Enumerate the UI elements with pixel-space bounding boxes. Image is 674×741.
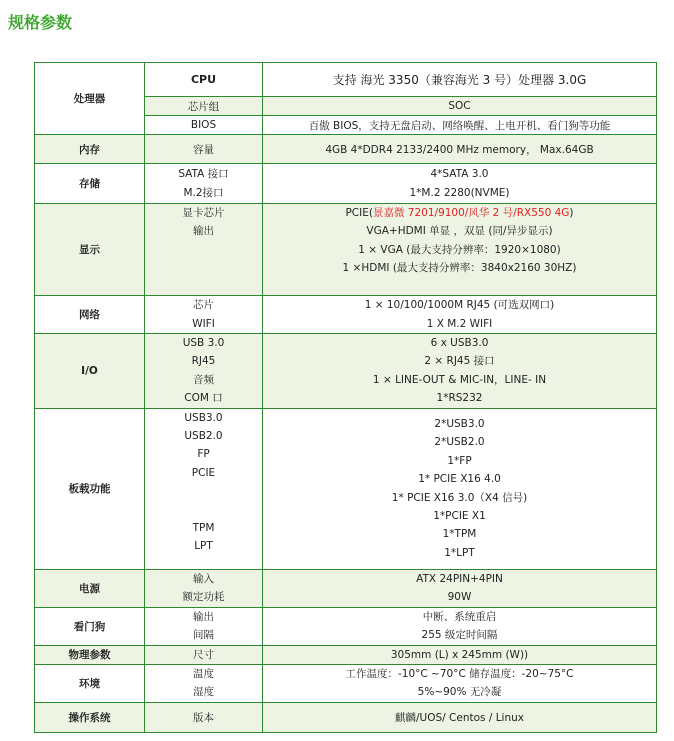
bios-label: BIOS — [145, 116, 263, 135]
display-output: 1 ×HDMI (最大支持分辨率：3840x2160 30HZ) — [342, 262, 577, 275]
page-title: 规格参数 — [8, 13, 73, 32]
storage-value: 1*M.2 2280(NVME) — [409, 186, 510, 199]
onboard-value: 2*USB3.0 — [434, 418, 485, 430]
network-value: 1 × 10/100/1000M RJ45 (可选双网口) — [364, 299, 555, 312]
io-label: RJ45 — [191, 355, 216, 368]
onboard-label: PCIE — [191, 466, 216, 479]
spec-table — [34, 62, 657, 733]
network-value: 1 X M.2 WIFI — [426, 317, 493, 330]
memory-value: 4GB 4*DDR4 2133/2400 MHz memory， Max.64GB — [263, 135, 657, 164]
io-value: 2 × RJ45 接口 — [424, 355, 495, 368]
storage-label: SATA 接口 — [178, 168, 229, 181]
category-watchdog: 看门狗 — [35, 607, 145, 645]
table-row — [35, 569, 657, 607]
power-label: 额定功耗 — [182, 591, 225, 604]
network-label: 芯片 — [193, 299, 214, 312]
cpu-label: CPU — [145, 63, 263, 97]
onboard-label: USB3.0 — [184, 411, 223, 424]
onboard-value: 1* PCIE X16 3.0（X4 信号) — [391, 491, 528, 504]
power-value: ATX 24PIN+4PIN — [416, 572, 503, 585]
category-storage: 存储 — [35, 164, 145, 204]
table-row — [35, 607, 657, 645]
physical-label: 尺寸 — [145, 645, 263, 664]
environment-value: 工作温度：-10°C ~70°C 储存温度：-20~75°C — [345, 667, 574, 680]
power-label: 输入 — [193, 572, 214, 585]
onboard-label: USB2.0 — [184, 429, 223, 442]
onboard-value: 1*LPT — [444, 546, 475, 559]
display-label: 显卡芯片 — [182, 207, 225, 219]
gpu-value: PCIE(景嘉微 7201/9100/风华 2 号/RX550 4G) — [345, 207, 574, 219]
table-row — [35, 645, 657, 664]
display-output: VGA+HDMI 单显 ，双显 (同/异步显示) — [366, 225, 553, 238]
table-row — [35, 63, 657, 97]
onboard-value: 1*PCIE X1 — [433, 509, 486, 522]
onboard-value: 2*USB2.0 — [434, 436, 485, 449]
onboard-value: 1* PCIE X16 4.0 — [418, 473, 501, 486]
category-os: 操作系统 — [35, 702, 145, 732]
cpu-value: 支持 海光 3350（兼容海光 3 号）处理器 3.0G — [263, 63, 657, 97]
io-value: 6 x USB3.0 — [430, 337, 489, 349]
table-row — [35, 204, 657, 296]
category-memory: 内存 — [35, 135, 145, 164]
watchdog-label: 间隔 — [193, 629, 214, 642]
display-label: 输出 — [193, 225, 214, 238]
category-processor: 处理器 — [35, 63, 145, 135]
chipset-value: SOC — [263, 97, 657, 116]
category-power: 电源 — [35, 569, 145, 607]
onboard-label: LPT — [194, 540, 213, 553]
gpu-chips: 景嘉微 7201/9100/风华 2 号/RX550 4G — [372, 207, 570, 219]
os-label: 版本 — [145, 702, 263, 732]
table-row — [35, 334, 657, 409]
watchdog-value: 中断、系统重启 — [422, 610, 497, 623]
io-label: COM 口 — [184, 392, 223, 405]
onboard-value: 1*FP — [447, 454, 472, 467]
physical-value: 305mm (L) x 245mm (W)) — [263, 645, 657, 664]
table-row — [35, 702, 657, 732]
os-value: 麒麟/UOS/ Centos / Linux — [263, 702, 657, 732]
power-value: 90W — [447, 591, 472, 604]
category-onboard: 板载功能 — [35, 408, 145, 569]
table-row — [35, 164, 657, 204]
network-label: WIFI — [192, 317, 215, 330]
table-row — [35, 664, 657, 702]
environment-label: 湿度 — [193, 686, 214, 699]
category-physical: 物理参数 — [35, 645, 145, 664]
environment-value: 5%~90% 无冷凝 — [417, 686, 502, 699]
io-value: 1 × LINE-OUT & MIC-IN，LINE- IN — [372, 373, 547, 386]
storage-label: M.2接口 — [183, 186, 224, 199]
onboard-label: TPM — [192, 521, 215, 534]
io-label: 音频 — [193, 373, 214, 386]
category-environment: 环境 — [35, 664, 145, 702]
environment-label: 温度 — [193, 667, 214, 680]
io-value: 1*RS232 — [436, 392, 483, 405]
onboard-value: 1*TPM — [442, 528, 477, 541]
chipset-label: 芯片组 — [145, 97, 263, 116]
category-display: 显示 — [35, 204, 145, 296]
table-row — [35, 135, 657, 164]
memory-label: 容量 — [145, 135, 263, 164]
watchdog-value: 255 级定时间隔 — [421, 629, 498, 642]
display-output: 1 × VGA (最大支持分辨率：1920×1080) — [358, 243, 561, 256]
io-label: USB 3.0 — [182, 337, 225, 349]
watchdog-label: 输出 — [193, 610, 214, 623]
category-io: I/O — [35, 334, 145, 409]
table-row — [35, 408, 657, 569]
bios-value: 百傲 BIOS，支持无盘启动、网络唤醒、上电开机、看门狗等功能 — [263, 116, 657, 135]
storage-value: 4*SATA 3.0 — [430, 168, 489, 181]
onboard-label: FP — [197, 448, 210, 461]
category-network: 网络 — [35, 296, 145, 334]
table-row — [35, 296, 657, 334]
